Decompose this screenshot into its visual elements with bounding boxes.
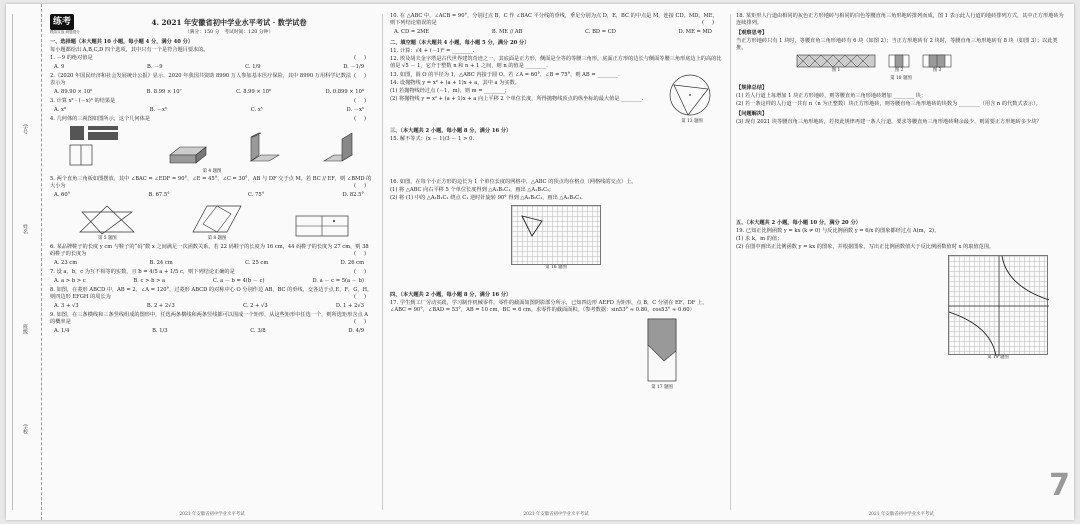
figure-16-wrap [390,205,722,265]
question-16: 16. 如图，在每个小正方形的边长为 1 个单位长度的网格中，△ABC 的顶点均在格点（网格线的交点）上。 [390,179,637,186]
inverse-function-graph [949,256,1049,356]
rule-part-2: (2) 若一条这样的人行道一共有 n（n 为正整数）块正方形地砖，则等腰直角三角形地砖的块数为 ________（用含 n 的代数式表示）。 [736,100,1041,107]
question-2-options: A. 89.90 × 10⁶ B. 8.99 × 10⁷ C. 8.99 × 10⁸ D. 0.899 × 10⁹ [54,89,364,96]
section-1-heading: 一、选择题（本大题共 10 小题，每小题 4 分，满分 40 分） [50,39,194,46]
rectangle-grid-diagram [292,212,352,242]
machine-part-diagram [642,315,682,385]
question-15: 15. 解不等式：(x － 1)/3 － 1 > 0. [390,136,475,143]
question-14-part-1: (1) 若抛物线经过点 (－1，m)，则 m = ________; [390,88,507,95]
footer-col-1: 2021 年安徽省初中学业水平考试 [179,512,245,518]
question-8: 8. 如图，在菱形 ABCD 中，AB = 2，∠A = 120°，过菱形 ABCD 的对称中心 O 分别作边 AB，BC 的垂线，交各边于点 E，F，G，H，则四边形 EFGH 的周长为 () [50,287,374,301]
section-3-heading: 三、（本大题共 2 小题，每小题 8 分，满分 16 分） [390,128,512,135]
figure-18-row [736,54,1066,74]
binding-strip [6,4,42,520]
fig2-label: 图 2 [894,68,904,74]
question-5: 5. 两个直角三角板如图摆放，其中 ∠BAC = ∠EDF = 90°，∠E = 45°，∠C = 30°，AB 与 DF 交于点 M。若 BC // EF，则 ∠BMD 的大小为 () [50,176,374,190]
question-4: () 4. 几何体的三视图如图所示，这个几何体是 [50,116,374,123]
footer-col-2: 2021 年安徽省初中学业水平考试 [523,512,589,518]
rule-heading: 【规律总结】 [736,84,768,91]
question-17: 17. 学生到工厂劳动实践，学习制作机械零件。零件的截面如图阴影部分所示，已知四边形 AEFD 为矩形，点 B，C 分别在 EF，DF 上，∠ABC = 90°，∠BAD = 53°，AB = 10 cm，BC = 6 cm。求零件的截面面积。（参考数据：sin53° ≈ 0.80，cos53° ≈ 0.60） [390,300,708,314]
section-1-note: 每小题都给出 A,B,C,D 四个选项，其中只有一个是符合题目要求的。 [50,47,209,54]
question-16-part-2: (2) 将 (1) 中的 △A₁B₁C₁ 绕点 C₁ 逆时针旋转 90° 得到 △A₂B₂C₁，画出 △A₂B₂C₁. [390,195,583,202]
circle-triangle-diagram [662,71,718,119]
binding-line [12,14,13,510]
tile-pattern-fig2 [888,54,910,68]
section-2-heading: 二、填空题（本大题共 4 小题，每小题 5 分，满分 20 分） [390,40,530,47]
figure-19-caption: 第 19 题图 [987,355,1009,361]
question-13-block [390,71,722,125]
binding-label-school: 学校 [22,424,28,434]
footer-col-3: 2021 年安徽省初中学业水平考试 [868,512,934,518]
question-7: 7. 设 a，b，c 为互不相等的实数，且 b = 4/5 a + 1/5 c，则下列结论正确的是 () [50,269,374,276]
coordinate-grid-19 [948,255,1048,355]
binding-label-student-id: 学号 [22,124,28,134]
section-5-heading: 五、（本大题共 2 小题，每小题 10 分，满分 20 分） [736,220,861,227]
tile-pattern-fig1 [796,54,876,68]
question-3: () 3. 计算 x² · (－x)³ 的结果是 [50,98,374,105]
question-16-part-1: (1) 将 △ABC 向右平移 5 个单位长度得到 △A₁B₁C₁，画出 △A₁B₁C₁; [390,187,551,194]
fig1-label: 图 1 [831,68,841,74]
question-11: 11. 计算：√4 + (－1)⁰ = ________. [390,48,475,55]
logo-tagline: 模拟实战 刷题提分 [50,30,80,35]
question-7-options: A. a > b > c B. c > b > a C. a － b = 4(b － c) D. a － c = 5(a － b) [54,278,364,285]
column-2 [390,12,722,391]
question-12: 12. 埃及胡夫金字塔是古代世界建筑奇迹之一，其底面是正方形，侧面是全等的等腰三角形，底面正方形的边长与侧面等腰三角形底边上的高的比值是 √5 － 1，它介于整数 n 和 n + 1 之间，则 n 的值是 ________. [390,56,722,70]
question-6: 6. 某品牌鞋子的长度 y cm 与鞋子的“码”数 x 之间满足一次函数关系。若 22 码鞋子的长度为 16 cm，44 码鞋子的长度为 27 cm，则 38 码鞋子的长度为 () [50,244,374,258]
column-divider-2 [730,14,731,510]
solid-c [320,131,356,167]
question-14-part-2: (2) 将抛物线 y = x² + (a + 1)x + a 向上平移 2 个单位长度，所得抛物线顶点的纵坐标的最大值是 ________. [390,96,644,103]
score-time: （满分：150 分 考试时间：120 分钟） [184,29,274,35]
logo-text: 练考 [50,14,74,30]
column-1 [50,12,374,336]
solid-a [166,137,210,167]
figure-19-wrap [736,255,1066,361]
rhombus-diagram [187,202,247,236]
question-1-options: A. 9 B. －9 C. 1/9 D. －1/9 [54,64,364,71]
question-5-8-figures [50,202,374,242]
question-14: 14. 设抛物线 y = x² + (a + 1)x + a，其中 a 为实数。 [390,80,520,87]
question-6-options: A. 23 cm B. 24 cm C. 25 cm D. 26 cm [54,260,364,267]
problem-heading: 【问题解决】 [736,111,768,117]
exam-sheet [6,4,1074,520]
triangle-abc [512,206,602,266]
question-1: () 1. －9 的绝对值是 [50,55,374,62]
figure-16-caption: 第 16 题图 [545,265,567,271]
column-divider-1 [382,14,383,510]
figure-18-caption: 第 18 题图 [890,76,912,82]
problem-text: (3) 现有 2021 块等腰直角三角形地砖，若按此规律再建一条人行道，要求等腰直角三角形地砖剩余最少，则需要正方形地砖多少块？ [736,119,1042,126]
question-5-options: A. 60° B. 67.5° C. 75° D. 82.5° [54,192,364,199]
binding-label-class: 班级 [22,324,28,334]
question-18: 18. 某矩形人行道由相同的灰色正方形地砖与相同的白色等腰直角三角形地砖排列而成，图 1 表示此人行道的地砖排列方式，其中正方形地砖为连续排列。 [736,13,1064,27]
brand-logo [50,14,84,36]
solid-b [247,131,283,167]
question-13: 13. 如图，圆 O 的半径为 1，△ABC 内接于圆 O。若 ∠A = 60°，∠B = 75°，则 AB = ________. [390,72,620,79]
rule-part-1: (1) 若人行道上每增加 1 块正方形地砖，则等腰直角三角形地砖增加 ________ 块； [736,92,927,99]
figure-4-caption: 第 4 题图 [202,169,222,175]
figure-17-caption: 第 17 题图 [651,385,673,391]
observe-text: 当正方形地砖只有 1 块时，等腰直角三角形地砖有 6 块（如图 2）；当正方形地砖有 2 块时，等腰直角三角形地砖有 8 块（如图 3）；以此类推。 [736,38,1058,52]
question-19-part-2: (2) 在图中画出正比例函数 y = kx 的图象，并根据图象，写出正比例函数值大于反比例函数值时 x 的取值范围。 [736,244,995,251]
tile-pattern-fig3 [922,54,952,68]
question-8-options: A. 3 + √3 B. 2 + 2√3 C. 2 + √3 D. 1 + 2√3 [54,303,364,310]
question-9-options: A. 1/4 B. 1/3 C. 3/8 D. 4/9 [54,328,364,335]
figure-8-caption: 第 8 题图 [207,236,227,242]
question-2: () 2.《2020 年国民经济和社会发展统计公报》显示，2020 年我国共资助 8990 万人参加基本医疗保险，其中 8990 万用科学记数法表示为 [50,73,374,87]
figure-5-caption: 第 5 题图 [97,236,117,242]
binding-label-name: 姓名 [22,224,28,234]
question-9: 9. 如图，在三条横线和三条竖线组成的图形中，任选两条横线和两条竖线都可以围成一个矩形，从这些矩形中任选一个，则所选矩形含点 A 的概率是 () [50,312,374,326]
figure-13-caption: 第 13 题图 [681,119,703,125]
page-number: 7 [1049,467,1070,503]
column-3 [736,12,1066,361]
question-3-options: A. x⁶ B. －x⁶ C. x⁵ D. －x⁵ [54,107,364,114]
question-19: 19. 已知正比例函数 y = kx (k ≠ 0) 与反比例函数 y = 6/x 的图象都经过点 A(m，2)。 [736,228,940,235]
observe-heading: 【观察思考】 [736,30,768,37]
question-4-figures [50,125,374,167]
three-view-diagram [69,125,129,167]
question-10-options: A. CD = 2ME B. ME // AB C. BD = CD D. ME = MD [394,29,712,36]
exam-title: 4. 2021 年安徽省初中学业水平考试 · 数学试卷 [151,18,307,27]
question-10: 10. 在 △ABC 中，∠ACB = 90°，分别过点 B，C 作 ∠BAC 平分线的垂线，垂足分别为点 D，E，BC 的中点是 M，连接 CD，MD，ME，则下列结论错误的是 () [390,13,722,27]
triangle-rulers-diagram [72,202,142,236]
coordinate-grid-16 [511,205,601,265]
question-19-part-1: (1) 求 k，m 的值； [736,236,783,243]
fig3-label: 图 3 [932,68,942,74]
section-4-heading: 四、（本大题共 2 小题，每小题 8 分，满分 16 分） [390,292,512,299]
figure-17-wrap [390,315,722,391]
